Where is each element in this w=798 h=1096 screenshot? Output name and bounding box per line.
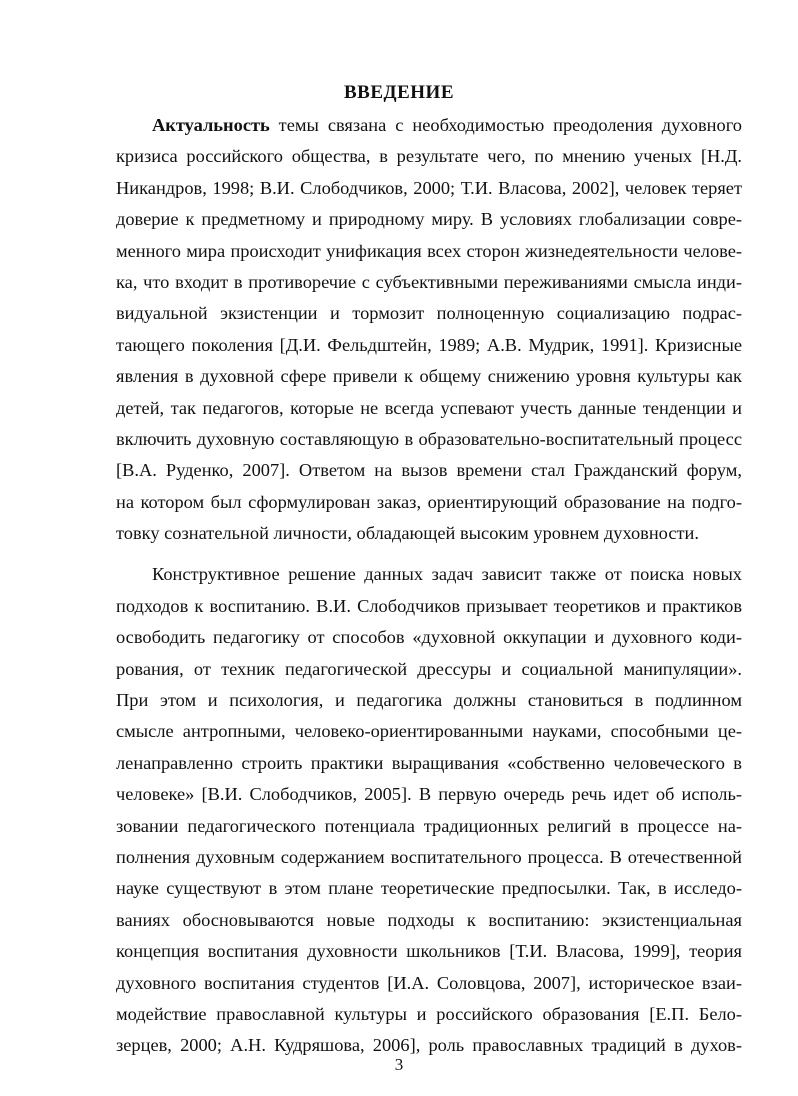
text-line: освободить педагогику от способов «духовной оккупации и духовного коди- [116,627,742,648]
text-line: [В.А. Руденко, 2007]. Ответом на вызов времени стал Гражданский форум, [116,460,742,481]
text-line: детей, так педагогов, которые не всегда успевают учесть данные тенденции и [116,397,742,418]
text-line: видуальной экзистенции и тормозит полноценную социализацию подрас- [116,303,742,324]
text-line: Никандров, 1998; В.И. Слободчиков, 2000; Т.И. Власова, 2002], человек теряет [116,177,742,198]
page-title: ВВЕДЕНИЕ [344,82,454,103]
text-line: ваниях обосновываются новые подходы к воспитанию: экзистенциальная [116,909,742,930]
text-line [116,110,742,141]
paragraph-approaches [116,559,742,1061]
paragraph-gap [116,549,742,559]
text-line: тающего поколения [Д.И. Фельдштейн, 1989; А.В. Мудрик, 1991]. Кризисные [116,334,742,355]
text-line: рования, от техник педагогической дрессуры и социальной манипуляции». [116,658,742,679]
text-line: духовного воспитания студентов [И.А. Соловцова, 2007], историческое взаи- [116,972,742,993]
text-line: доверие к предметному и природному миру. В условиях глобализации совре- [116,209,742,230]
paragraph-relevance [116,110,742,549]
document-body [116,110,742,1062]
text-line: При этом и психология, и педагогика должны становиться в подлинном [116,690,742,711]
text-line: зерцев, 2000; А.Н. Кудряшова, 2006], роль православных традиций в духов- [116,1035,742,1056]
text-line: включить духовную составляющую в образовательно-воспитательный процесс [116,428,742,449]
text-line: явления в духовной сфере привели к общему снижению уровня культуры как [116,366,742,387]
text-line: зовании педагогического потенциала традиционных религий в процессе на- [116,815,742,836]
text-line: кризиса российского общества, в результате чего, по мнению ученых [Н.Д. [116,146,742,167]
text-fragment: темы связана с необходимостью преодоления духовного [269,115,742,135]
text-line: на котором был сформулирован заказ, ориентирующий образование на подго- [116,491,742,512]
text-line-last: товку сознательной личности, обладающей высоким уровнем духовности. [116,523,699,544]
text-line: подходов к воспитанию. В.И. Слободчиков призывает теоретиков и практиков [116,595,742,616]
text-line: полнения духовным содержанием воспитательного процесса. В отечественной [116,846,742,867]
text-line: Конструктивное решение данных задач зависит также от поиска новых [152,564,742,585]
text-line: смысле антропными, человеко-ориентированными науками, способными це- [116,721,742,742]
page-number: 3 [394,1055,404,1074]
text-line: науке существуют в этом плане теоретические предпосылки. Так, в исследо- [116,878,742,899]
text-line: концепция воспитания духовности школьников [Т.И. Власова, 1999], теория [116,941,742,962]
keyword-relevance: Актуальность [152,115,270,135]
text-line: ленаправленно строить практики выращивания «собственно человеческого в [116,752,742,773]
text-line: ка, что входит в противоречие с субъективными переживаниями смысла инди- [116,271,742,292]
text-line: человеке» [В.И. Слободчиков, 2005]. В первую очередь речь идет об исполь- [116,784,742,805]
text-line: менного мира происходит унификация всех сторон жизнедеятельности челове- [116,240,742,261]
text-line: модействие православной культуры и российского образования [Е.П. Бело- [116,1003,742,1024]
